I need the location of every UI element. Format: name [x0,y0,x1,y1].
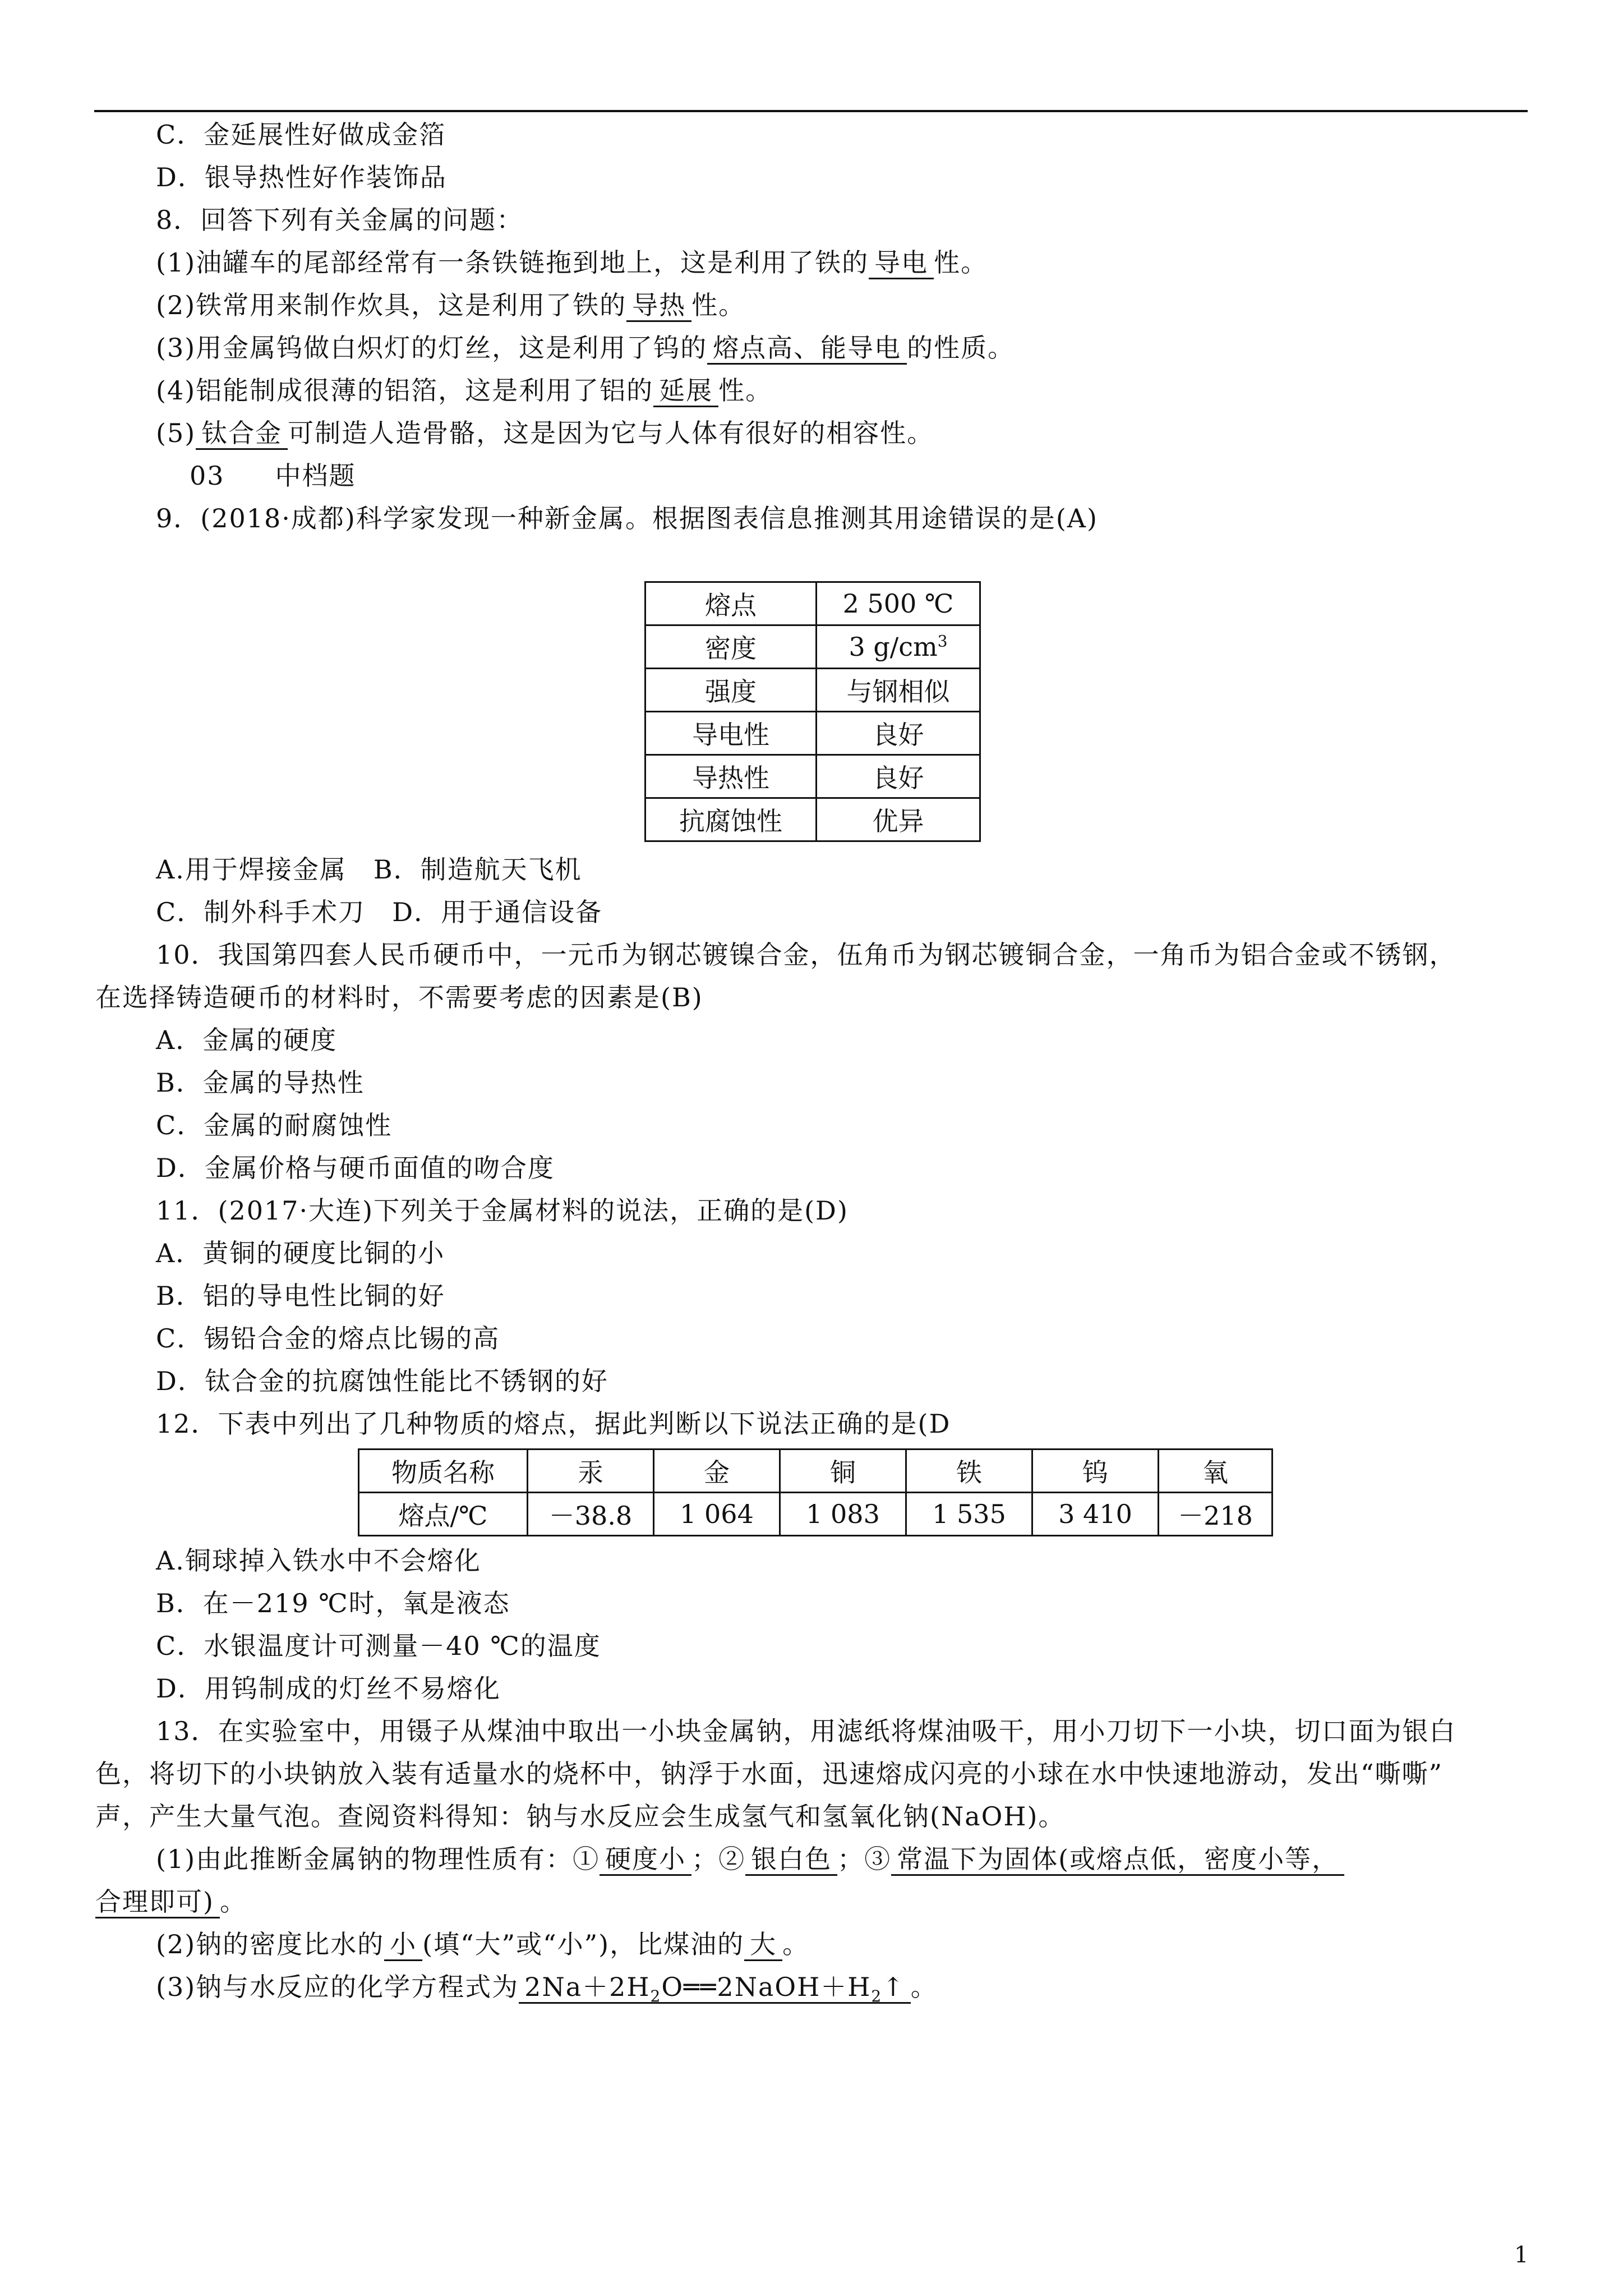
q13-stem-1: 13．在实验室中，用镊子从煤油中取出一小块金属钠，用滤纸将煤油吸干，用小刀切下一小块，切口面为银白 [156,1716,1456,1746]
table-row: 强度 与钢相似 [645,669,980,712]
q8-answer-5: 钛合金 [196,418,288,450]
q8-part-2: (2)铁常用来制作炊具，这是利用了铁的 导热 性。 [156,288,745,322]
q10-stem-2: 在选择铸造硬币的材料时，不需要考虑的因素是(B) [95,982,703,1013]
table-row: 熔点 2 500 ℃ [645,582,980,625]
q12-option-c: C．水银温度计可测量－40 ℃的温度 [156,1631,601,1661]
q13-answer-1c-cont: 合理即可) [95,1887,220,1918]
q10-option-d: D．金属价格与硬币面值的吻合度 [156,1153,555,1183]
q8-answer-1: 导电 [869,247,934,279]
table-row: 物质名称 汞 金 铜 铁 钨 氧 [359,1450,1272,1493]
q10-stem-1: 10．我国第四套人民币硬币中，一元币为钢芯镀镍合金，伍角币为钢芯镀铜合金，一角币为铝合金或不锈钢， [156,940,1456,970]
q13-answer-1a: 硬度小 [600,1844,691,1876]
table-row: 抗腐蚀性 优异 [645,798,980,841]
q8-answer-2: 导热 [626,290,691,322]
q13-answer-1c: 常温下为固体(或熔点低，密度小等， [891,1844,1344,1876]
q11-option-c: C．锡铅合金的熔点比锡的高 [156,1323,500,1354]
q8-answer-3: 熔点高、能导电 [707,333,907,365]
q12-melting-point-table [358,1448,1273,1536]
section-heading: 03 中档题 [190,461,356,491]
page-number: 1 [1514,2242,1529,2268]
q7-option-c: C．金延展性好做成金箔 [156,119,446,150]
q10-option-c: C．金属的耐腐蚀性 [156,1110,393,1140]
q8-part-4: (4)铝能制成很薄的铝箔，这是利用了铝的 延展 性。 [156,374,772,407]
q8-part-5: (5) 钛合金 可制造人造骨骼，这是因为它与人体有很好的相容性。 [156,416,934,450]
table-row: 导热性 良好 [645,755,980,798]
q8-part-3: (3)用金属钨做白炽灯的灯丝，这是利用了钨的 熔点高、能导电 的性质。 [156,331,1015,365]
q9-stem: 9．(2018·成都)科学家发现一种新金属。根据图表信息推测其用途错误的是(A) [156,503,1098,533]
q11-stem: 11．(2017·大连)下列关于金属材料的说法，正确的是(D) [156,1195,849,1226]
q13-stem-3: 声，产生大量气泡。查阅资料得知：钠与水反应会生成氢气和氢氧化钠(NaOH)。 [95,1801,1066,1832]
q8-answer-4: 延展 [653,375,718,407]
q12-option-d: D．用钨制成的灯丝不易熔化 [156,1673,501,1704]
q10-option-a: A．金属的硬度 [156,1025,338,1055]
q11-option-b: B．铝的导电性比铜的好 [156,1281,445,1311]
q8-stem: 8．回答下列有关金属的问题： [156,205,524,235]
q9-property-table [644,581,981,842]
q13-part-2: (2)钠的密度比水的 小 (填“大”或“小”)，比煤油的 大 。 [156,1927,809,1961]
header-rule [94,110,1528,112]
q13-answer-2b: 大 [744,1929,782,1961]
q11-option-d: D．钛合金的抗腐蚀性能比不锈钢的好 [156,1366,608,1396]
q8-part-1: (1)油罐车的尾部经常有一条铁链拖到地上，这是利用了铁的 导电 性。 [156,246,988,279]
q13-part-1: (1)由此推断金属钠的物理性质有：① 硬度小 ；② 银白色 ；③ 常温下为固体(或熔点低，密度小等， [156,1842,1344,1876]
q9-options-ab: A.用于焊接金属 B．制造航天飞机 [156,854,582,885]
q10-option-b: B．金属的导热性 [156,1068,365,1098]
q11-option-a: A．黄铜的硬度比铜的小 [156,1238,445,1268]
q7-option-d: D．银导热性好作装饰品 [156,162,447,192]
table-row: 熔点/℃ －38.8 1 064 1 083 1 535 3 410 －218 [359,1493,1272,1536]
q12-stem: 12．下表中列出了几种物质的熔点，据此判断以下说法正确的是(D [156,1409,951,1439]
q13-answer-3: $2Na+2H_2O══2NaOH+H_2↑$ [519,1972,911,2004]
q12-option-b: B．在－219 ℃时，氧是液态 [156,1588,510,1618]
table-row: 密度 3 $g/cm^3$ [645,625,980,669]
table-row: 导电性 良好 [645,712,980,755]
q12-option-a: A.铜球掉入铁水中不会熔化 [156,1545,481,1576]
q9-options-cd: C．制外科手术刀 D．用于通信设备 [156,897,603,927]
q13-part-1-cont: 合理即可) 。 [95,1885,247,1918]
q13-answer-1b: 银白色 [745,1844,837,1876]
q13-part-3: (3)钠与水反应的化学方程式为 $2Na+2H_2O══2NaOH+H_2↑$ 。 [156,1972,938,2006]
q13-answer-2a: 小 [384,1929,422,1961]
q13-stem-2: 色，将切下的小块钠放入装有适量水的烧杯中，钠浮于水面，迅速熔成闪亮的小球在水中快速地游动，发出“嘶嘶” [95,1759,1444,1789]
